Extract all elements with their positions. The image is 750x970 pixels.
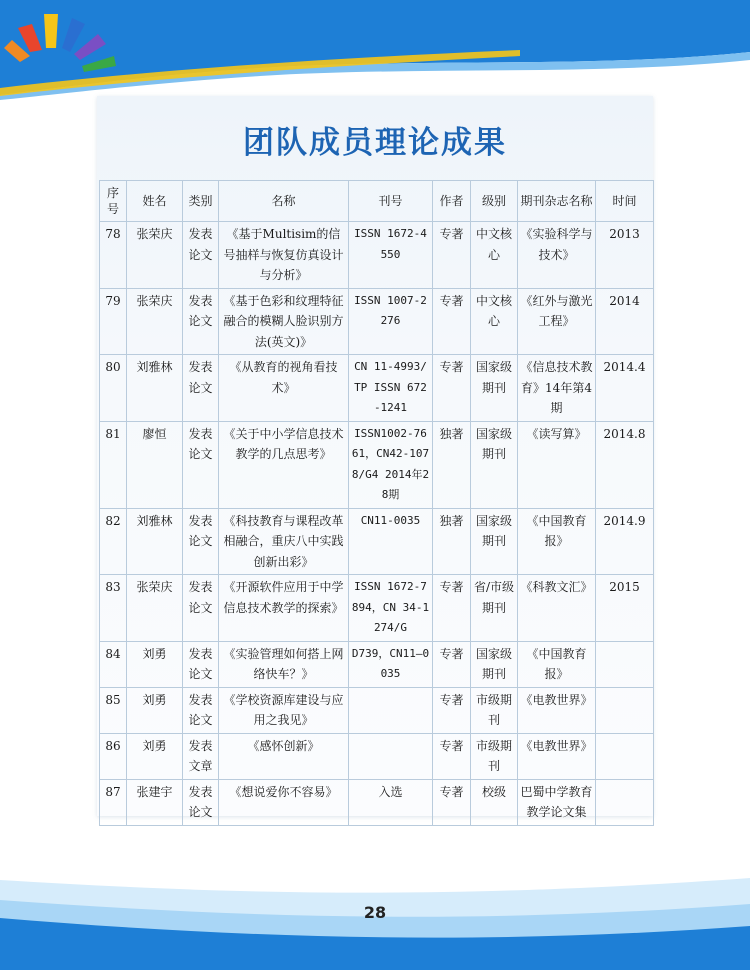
cell-author: 专著 [433,288,471,355]
cell-title: 《想说爱你不容易》 [219,779,349,825]
cell-journal: 巴蜀中学教育教学论文集 [518,779,596,825]
cell-journal: 《中国教育报》 [518,508,596,575]
cell-title: 《关于中小学信息技术教学的几点思考》 [219,421,349,508]
cell-author: 专著 [433,355,471,422]
cell-journal: 《红外与激光工程》 [518,288,596,355]
cell-title: 《基于色彩和纹理特征融合的模糊人脸识别方法(英文)》 [219,288,349,355]
table-row [100,575,654,642]
cell-issn: ISSN 1007-2276 [349,288,433,355]
cell-title: 《科技教育与课程改革相融合，重庆八中实践创新出彩》 [219,508,349,575]
cell-issn: D739，CN11—0035 [349,641,433,687]
cell-name: 张建宇 [127,779,183,825]
cell-level: 中文核心 [471,288,518,355]
cell-date [596,733,654,779]
header-cell: 作者 [433,181,471,222]
cell-index: 87 [100,779,127,825]
cell-category: 发表论文 [183,288,219,355]
cell-name: 张荣庆 [127,288,183,355]
header-cell: 刊号 [349,181,433,222]
table-header-row [100,181,654,222]
cell-category: 发表论文 [183,641,219,687]
cell-index: 78 [100,222,127,289]
cell-date: 2013 [596,222,654,289]
cell-issn: ISSN 1672-7894，CN 34-1274/G [349,575,433,642]
cell-name: 刘勇 [127,733,183,779]
cell-author: 独著 [433,421,471,508]
table-row [100,779,654,825]
cell-journal: 《中国教育报》 [518,641,596,687]
cell-index: 79 [100,288,127,355]
header-cell: 姓名 [127,181,183,222]
page-title: 团队成员理论成果 [243,125,507,161]
cell-index: 85 [100,687,127,733]
cell-journal: 《科教文汇》 [518,575,596,642]
cell-name: 刘雅林 [127,508,183,575]
cell-journal: 《实验科学与技术》 [518,222,596,289]
cell-name: 廖恒 [127,421,183,508]
cell-index: 82 [100,508,127,575]
header-cell: 类别 [183,181,219,222]
cell-name: 张荣庆 [127,222,183,289]
cell-date [596,687,654,733]
cell-level: 国家级期刊 [471,421,518,508]
cell-title: 《学校资源库建设与应用之我见》 [219,687,349,733]
cell-author: 专著 [433,687,471,733]
table-row [100,421,654,508]
cell-title: 《从教育的视角看技术》 [219,355,349,422]
cell-title: 《基于Multisim的信号抽样与恢复仿真设计与分析》 [219,222,349,289]
cell-category: 发表论文 [183,421,219,508]
cell-issn [349,687,433,733]
sunburst-ray-yellow [44,14,58,48]
cell-date [596,641,654,687]
cell-date: 2014 [596,288,654,355]
cell-index: 80 [100,355,127,422]
cell-date [596,779,654,825]
cell-index: 81 [100,421,127,508]
table-row [100,288,654,355]
cell-level: 中文核心 [471,222,518,289]
cell-level: 国家级期刊 [471,508,518,575]
cell-author: 专著 [433,222,471,289]
cell-issn: CN11-0035 [349,508,433,575]
cell-date: 2014.8 [596,421,654,508]
cell-level: 校级 [471,779,518,825]
cell-index: 83 [100,575,127,642]
cell-date: 2015 [596,575,654,642]
header-cell: 名称 [219,181,349,222]
cell-author: 专著 [433,575,471,642]
cell-name: 刘勇 [127,641,183,687]
cell-category: 发表论文 [183,575,219,642]
cell-level: 市级期刊 [471,687,518,733]
table-row [100,733,654,779]
cell-author: 专著 [433,779,471,825]
cell-title: 《感怀创新》 [219,733,349,779]
table-row [100,508,654,575]
table-row [100,641,654,687]
cell-level: 国家级期刊 [471,355,518,422]
cell-category: 发表论文 [183,355,219,422]
cell-category: 发表文章 [183,733,219,779]
header-cell: 级别 [471,181,518,222]
header-cell: 序号 [100,181,127,222]
table-row [100,687,654,733]
top-banner [0,0,750,100]
cell-date: 2014.9 [596,508,654,575]
cell-author: 专著 [433,641,471,687]
cell-journal: 《信息技术教育》14年第4期 [518,355,596,422]
cell-name: 刘雅林 [127,355,183,422]
cell-index: 84 [100,641,127,687]
cell-issn: 入选 [349,779,433,825]
cell-author: 独著 [433,508,471,575]
cell-level: 市级期刊 [471,733,518,779]
page-number: 28 [363,903,387,922]
header-cell: 时间 [596,181,654,222]
cell-category: 发表论文 [183,222,219,289]
cell-journal: 《电教世界》 [518,733,596,779]
cell-title: 《开源软件应用于中学信息技术教学的探索》 [219,575,349,642]
cell-category: 发表论文 [183,508,219,575]
table-row [100,222,654,289]
cell-journal: 《读写算》 [518,421,596,508]
cell-title: 《实验管理如何搭上网络快车？》 [219,641,349,687]
cell-category: 发表论文 [183,687,219,733]
cell-issn: CN 11-4993/TP ISSN 672-1241 [349,355,433,422]
cell-issn: ISSN 1672-4550 [349,222,433,289]
table-row [100,355,654,422]
cell-level: 省/市级期刊 [471,575,518,642]
results-table [99,180,654,826]
header-cell: 期刊杂志名称 [518,181,596,222]
cell-level: 国家级期刊 [471,641,518,687]
cell-date: 2014.4 [596,355,654,422]
cell-issn [349,733,433,779]
cell-author: 专著 [433,733,471,779]
cell-name: 张荣庆 [127,575,183,642]
cell-name: 刘勇 [127,687,183,733]
cell-category: 发表论文 [183,779,219,825]
cell-index: 86 [100,733,127,779]
cell-issn: ISSN1002-7661，CN42-1078/G4 2014年28期 [349,421,433,508]
cell-journal: 《电教世界》 [518,687,596,733]
